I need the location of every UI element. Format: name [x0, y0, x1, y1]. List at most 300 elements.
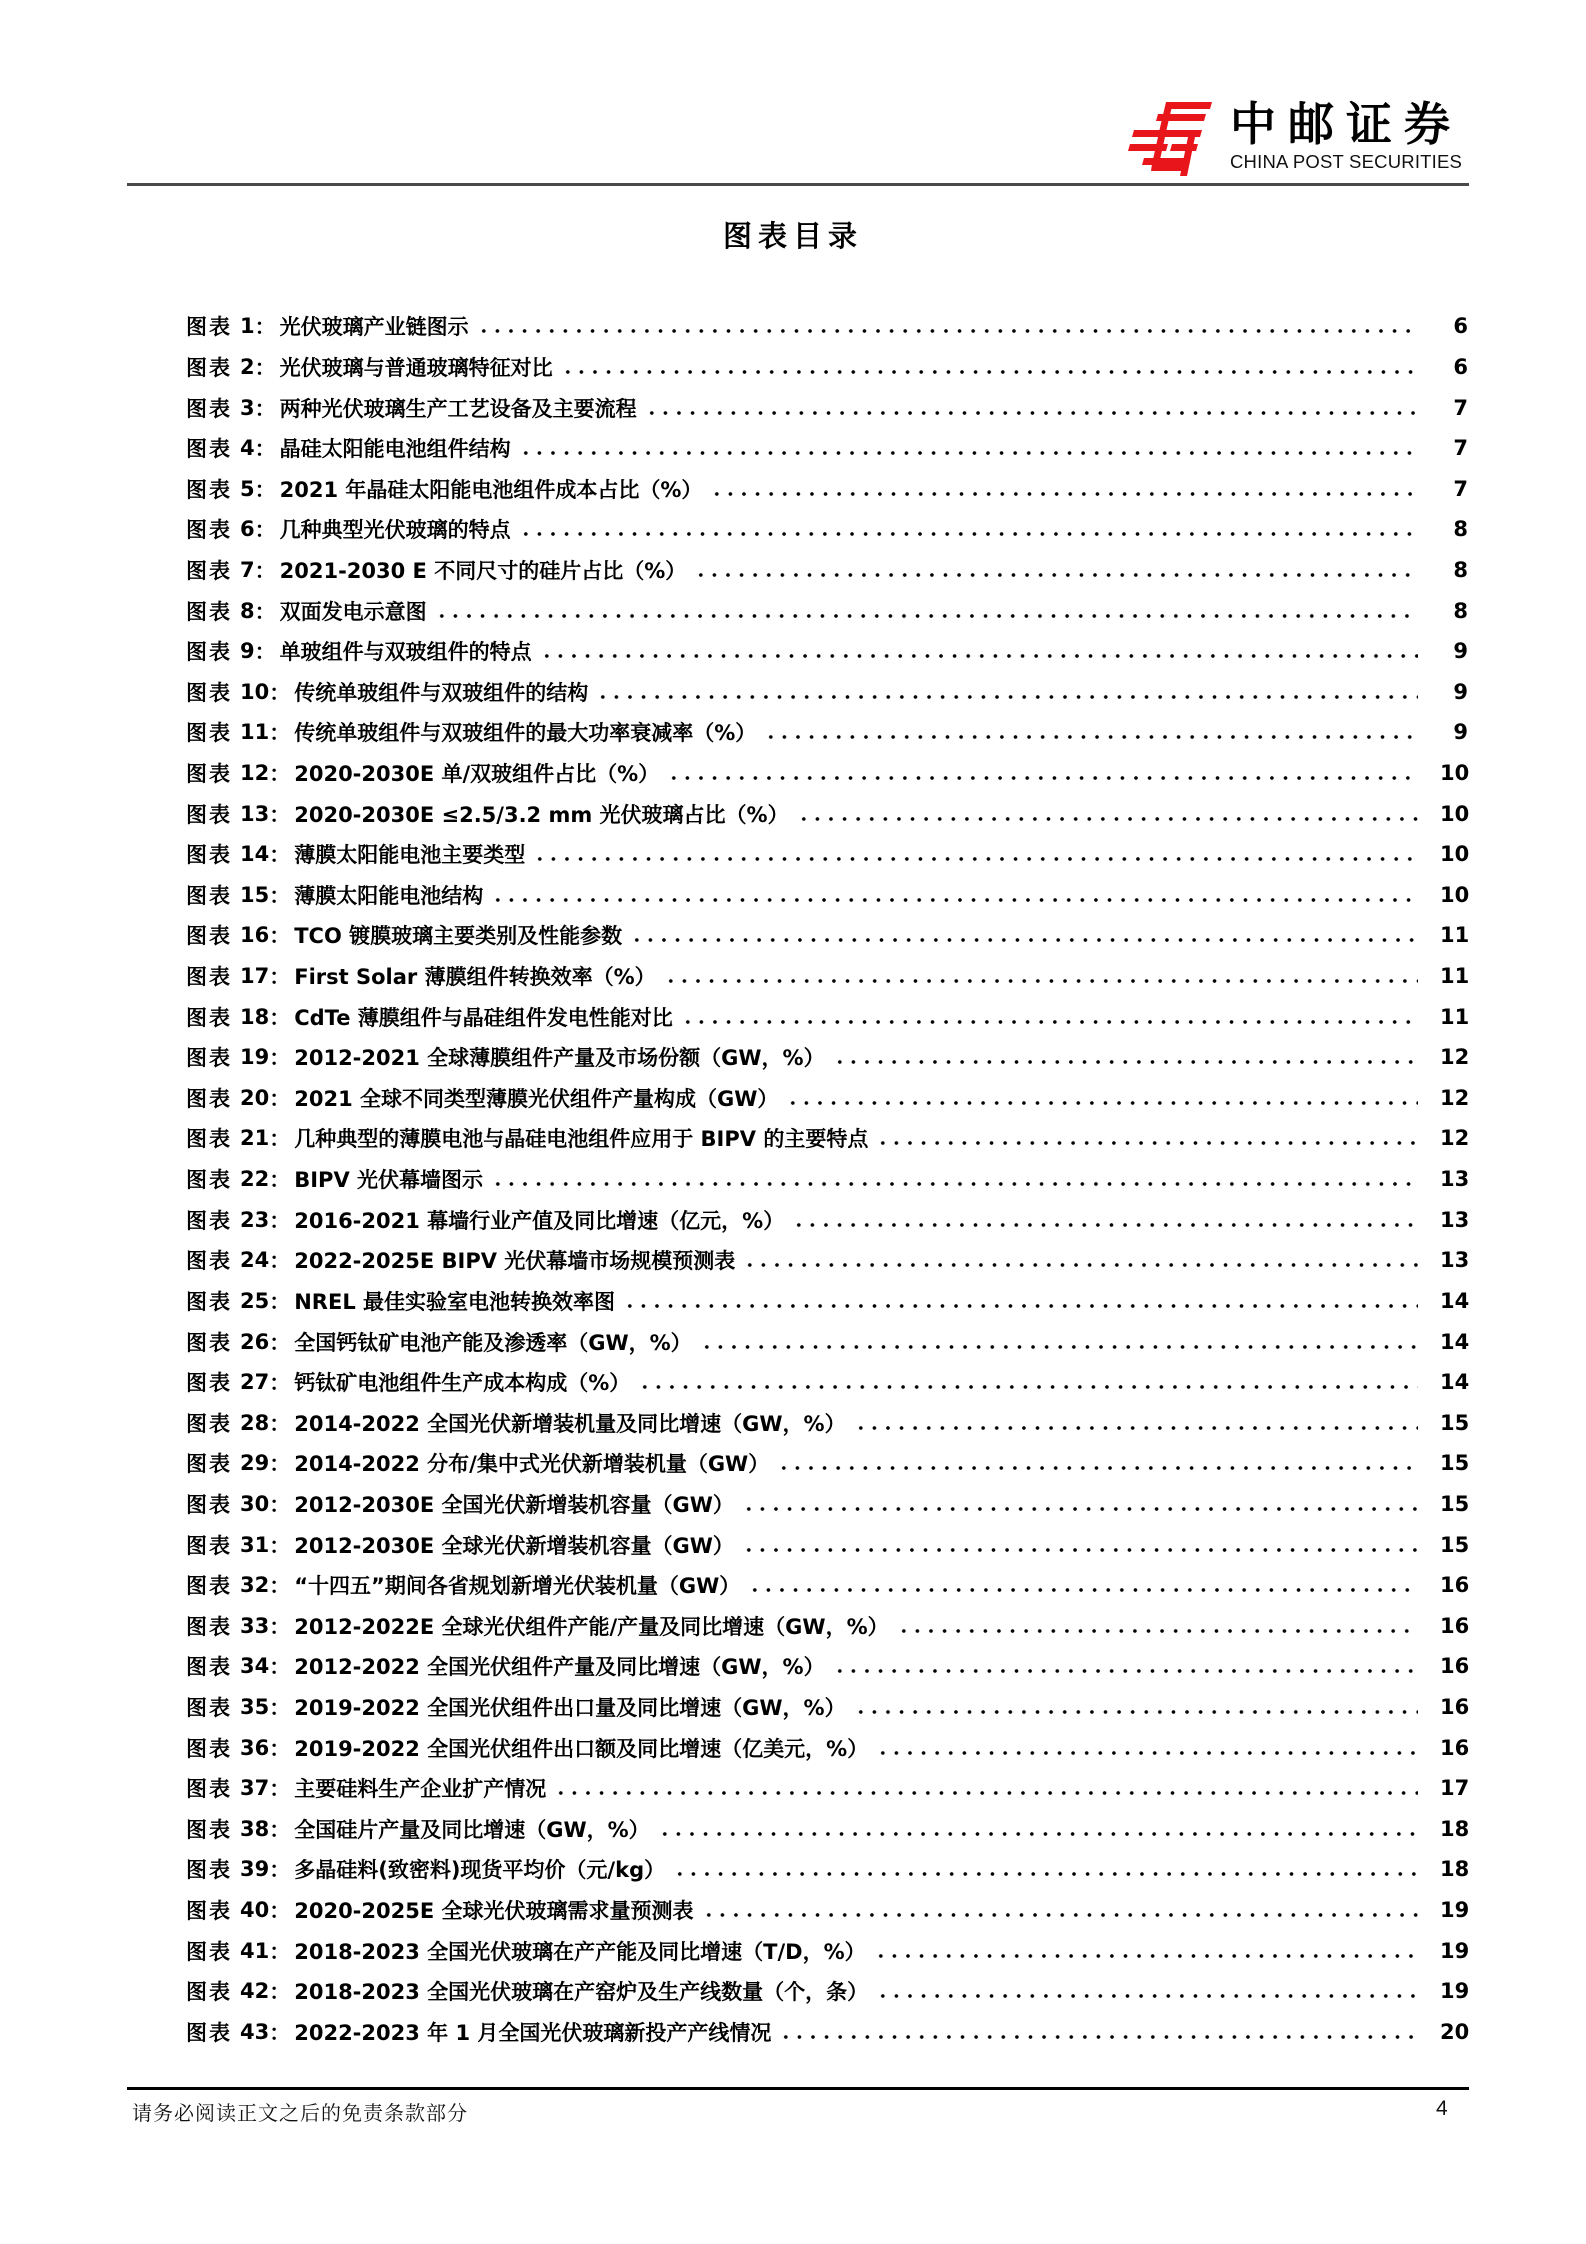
toc-entry-colon: ：	[254, 437, 276, 462]
toc-entry-colon: ：	[269, 1817, 291, 1842]
toc-entry-colon: ：	[269, 843, 291, 868]
toc-entry-title[interactable]	[186, 1936, 870, 1966]
toc-entry-page[interactable]: 18	[1440, 1857, 1470, 1882]
toc-entry[interactable]	[186, 753, 1468, 794]
toc-entry-title[interactable]	[186, 1814, 654, 1844]
toc-entry[interactable]	[186, 509, 1468, 550]
toc-entry-colon: ：	[269, 1696, 291, 1721]
toc-entry[interactable]	[186, 468, 1468, 509]
toc-entry-number: 25	[240, 1288, 270, 1313]
dot-leader	[700, 1345, 1418, 1349]
toc-entry-page[interactable]: 16	[1440, 1613, 1470, 1638]
toc-entry[interactable]	[186, 1118, 1468, 1159]
toc-entry-title[interactable]	[186, 961, 660, 991]
toc-entry-number: 18	[240, 1004, 270, 1029]
toc-entry-page[interactable]: 15	[1440, 1532, 1470, 1557]
dot-leader	[630, 938, 1418, 942]
toc-entry-colon: ：	[254, 355, 276, 380]
toc-entry-page[interactable]: 15	[1440, 1491, 1470, 1516]
toc-entry-label: 2012-2022 全国光伏组件产量及同比增速（GW，%）	[294, 1655, 825, 1680]
dot-leader	[876, 1141, 1418, 1145]
toc-entry-page[interactable]: 13	[1440, 1167, 1470, 1192]
toc-entry-number: 40	[240, 1898, 270, 1923]
toc-entry-label: CdTe 薄膜组件与晶硅组件发电性能对比	[294, 1005, 673, 1030]
toc-entry-prefix: 图表	[186, 1452, 232, 1477]
toc-entry[interactable]	[186, 306, 1468, 347]
toc-entry-page[interactable]: 15	[1440, 1410, 1470, 1435]
toc-entry-number: 3	[240, 395, 255, 420]
toc-entry[interactable]	[186, 1159, 1468, 1200]
toc-entry-number: 33	[240, 1613, 270, 1638]
toc-entry-page[interactable]: 10	[1440, 842, 1470, 867]
toc-entry[interactable]	[186, 1687, 1468, 1728]
toc-entry-title[interactable]	[186, 352, 557, 382]
toc-entry-label: 双面发电示意图	[279, 599, 427, 624]
dot-leader	[645, 411, 1418, 415]
dot-leader	[491, 898, 1418, 902]
toc-entry[interactable]	[186, 1037, 1468, 1078]
toc-entry-colon: ：	[269, 1168, 291, 1193]
toc-entry-title[interactable]	[186, 596, 431, 626]
toc-entry-page[interactable]: 13	[1440, 1248, 1470, 1273]
toc-entry-title[interactable]	[186, 1976, 872, 2006]
toc-entry-number: 43	[240, 2019, 270, 2044]
toc-entry-prefix: 图表	[186, 1371, 232, 1396]
toc-entry[interactable]	[186, 1971, 1468, 2012]
toc-entry-title[interactable]	[186, 758, 663, 788]
toc-entry-label: 2018-2023 全国光伏玻璃在产窑炉及生产线数量（个，条）	[294, 1980, 869, 2005]
toc-entry[interactable]	[186, 1727, 1468, 1768]
toc-entry-page[interactable]: 14	[1440, 1329, 1470, 1354]
toc-entry-number: 38	[240, 1816, 270, 1841]
toc-entry-prefix: 图表	[186, 1533, 232, 1558]
toc-entry-prefix: 图表	[186, 640, 232, 665]
dot-leader	[561, 370, 1418, 374]
toc-entry-title[interactable]	[186, 1245, 739, 1275]
toc-entry-label: 2012-2030E 全球光伏新增装机容量（GW）	[294, 1533, 734, 1558]
toc-entry-label: BIPV 光伏幕墙图示	[294, 1168, 484, 1193]
dot-leader	[702, 1913, 1419, 1917]
toc-entry-title[interactable]	[186, 880, 487, 910]
toc-entry-label: 2012-2030E 全国光伏新增装机容量（GW）	[294, 1492, 734, 1517]
toc-entry[interactable]	[186, 1565, 1468, 1606]
company-name-en: CHINA POST SECURITIES	[1230, 151, 1463, 172]
toc-entry-number: 32	[240, 1573, 270, 1598]
toc-entry-page[interactable]: 20	[1440, 2019, 1470, 2044]
toc-entry-page[interactable]: 8	[1453, 557, 1468, 582]
toc-entry[interactable]	[186, 1078, 1468, 1119]
toc-entry-title[interactable]	[186, 1448, 773, 1478]
toc-entry-label: 几种典型的薄膜电池与晶硅电池组件应用于 BIPV 的主要特点	[294, 1127, 869, 1152]
company-name-cn: 中邮证券	[1230, 97, 1462, 151]
toc-entry[interactable]	[186, 1281, 1468, 1322]
toc-entry-page[interactable]: 18	[1440, 1816, 1470, 1841]
toc-entry-number: 24	[240, 1248, 270, 1273]
dot-leader	[681, 1020, 1418, 1024]
toc-entry-colon: ：	[269, 924, 291, 949]
toc-entry-number: 31	[240, 1532, 270, 1557]
toc-entry-prefix: 图表	[186, 762, 232, 786]
dot-leader	[710, 492, 1418, 496]
toc-entry-number: 6	[240, 517, 255, 542]
toc-entry-title[interactable]	[186, 1083, 782, 1113]
toc-entry-number: 35	[240, 1695, 270, 1720]
toc-entry-page[interactable]: 11	[1440, 964, 1470, 989]
toc-entry-colon: ：	[269, 883, 291, 908]
toc-entry-colon: ：	[269, 1330, 291, 1355]
toc-entry-title[interactable]	[186, 717, 760, 747]
toc-entry[interactable]	[186, 834, 1468, 875]
toc-entry-number: 1	[240, 314, 255, 339]
toc-entry[interactable]	[186, 590, 1468, 631]
toc-entry[interactable]	[186, 1240, 1468, 1281]
toc-entry-colon: ：	[269, 1777, 291, 1802]
toc-entry-title[interactable]	[186, 2017, 775, 2047]
toc-entry-label: 两种光伏玻璃生产工艺设备及主要流程	[279, 396, 637, 421]
toc-entry-number: 15	[240, 882, 270, 907]
toc-entry-title[interactable]	[186, 1570, 744, 1600]
toc-entry-label: 薄膜太阳能电池主要类型	[294, 843, 526, 868]
toc-entry-page[interactable]: 8	[1453, 517, 1468, 542]
dot-leader	[874, 1954, 1418, 1958]
toc-entry-page[interactable]: 16	[1440, 1695, 1470, 1720]
toc-entry-title[interactable]	[186, 1367, 634, 1397]
dot-leader	[519, 532, 1418, 536]
toc-entry-number: 29	[240, 1451, 270, 1476]
toc-entry-title[interactable]	[186, 1042, 829, 1072]
toc-entry-prefix: 图表	[186, 1168, 232, 1193]
toc-entry-title[interactable]	[186, 1164, 487, 1194]
toc-entry-colon: ：	[269, 680, 291, 705]
toc-entry-prefix: 图表	[186, 1574, 232, 1599]
toc-entry-colon: ：	[269, 1533, 291, 1558]
dot-leader	[533, 857, 1418, 861]
toc-entry[interactable]	[186, 1930, 1468, 1971]
toc-entry-label: 光伏玻璃产业链图示	[279, 315, 469, 340]
toc-entry-page[interactable]: 9	[1453, 679, 1468, 704]
toc-entry-colon: ：	[254, 315, 276, 340]
toc-entry-page[interactable]: 10	[1440, 882, 1470, 907]
toc-entry-label: 钙钛矿电池组件生产成本构成（%）	[294, 1371, 631, 1396]
toc-entry-prefix: 图表	[186, 396, 232, 421]
toc-entry-colon: ：	[269, 762, 291, 786]
dot-leader	[673, 1872, 1418, 1876]
dot-leader	[876, 1751, 1418, 1755]
toc-entry[interactable]	[186, 1199, 1468, 1240]
toc-entry-page[interactable]: 17	[1440, 1776, 1470, 1801]
toc-entry-title[interactable]	[186, 433, 515, 463]
toc-entry-number: 16	[240, 923, 270, 948]
toc-entry-label: 2020-2025E 全球光伏玻璃需求量预测表	[294, 1899, 694, 1924]
toc-entry-title[interactable]	[186, 1286, 619, 1316]
toc-entry-label: “十四五”期间各省规划新增光伏装机量（GW）	[294, 1574, 741, 1599]
toc-entry-colon: ：	[269, 1492, 291, 1517]
toc-entry-label: TCO 镀膜玻璃主要类别及性能参数	[294, 924, 623, 949]
dot-leader	[667, 776, 1418, 780]
footer-page-number: 4	[1436, 2097, 1448, 2120]
dot-leader	[742, 1507, 1418, 1511]
toc-entry-page[interactable]: 16	[1440, 1654, 1470, 1679]
toc-entry[interactable]	[186, 428, 1468, 469]
toc-entry-colon: ：	[269, 1980, 291, 2005]
toc-entry-label: 光伏玻璃与普通玻璃特征对比	[279, 355, 553, 380]
dot-leader	[833, 1060, 1418, 1064]
toc-entry[interactable]	[186, 1646, 1468, 1687]
toc-entry-number: 28	[240, 1410, 270, 1435]
dot-leader	[623, 1304, 1418, 1308]
toc-entry[interactable]	[186, 1362, 1468, 1403]
toc-entry-label: 2012-2021 全球薄膜组件产量及市场份额（GW，%）	[294, 1046, 825, 1071]
dot-leader	[854, 1426, 1418, 1430]
toc-entry-label: 2021-2030 E 不同尺寸的硅片占比（%）	[279, 558, 687, 583]
dot-leader	[596, 695, 1418, 699]
toc-entry-prefix: 图表	[186, 1899, 232, 1924]
toc-entry-colon: ：	[269, 1736, 291, 1761]
toc-entry-number: 23	[240, 1207, 270, 1232]
toc-entry-prefix: 图表	[186, 558, 232, 583]
toc-entry-page[interactable]: 19	[1440, 1979, 1470, 2004]
toc-entry-title[interactable]	[186, 311, 473, 341]
toc-entry-number: 11	[240, 720, 270, 745]
dot-leader	[491, 1182, 1418, 1186]
toc-entry-title[interactable]	[186, 1651, 829, 1681]
toc-entry[interactable]	[186, 1321, 1468, 1362]
toc-entry-colon: ：	[269, 1574, 291, 1599]
toc-entry-colon: ：	[269, 1899, 291, 1924]
toc-entry[interactable]	[186, 1484, 1468, 1525]
toc-entry-prefix: 图表	[186, 843, 232, 868]
toc-entry-title[interactable]	[186, 1773, 550, 1803]
toc-entry-title[interactable]	[186, 514, 515, 544]
toc-entry-page[interactable]: 14	[1440, 1288, 1470, 1313]
toc-entry-colon: ：	[269, 965, 291, 990]
toc-entry-label: 2014-2022 全国光伏新增装机量及同比增速（GW，%）	[294, 1411, 846, 1436]
toc-entry-colon: ：	[269, 1655, 291, 1680]
toc-entry-prefix: 图表	[186, 2020, 232, 2045]
toc-entry-label: 晶硅太阳能电池组件结构	[279, 437, 511, 462]
toc-entry-number: 10	[240, 679, 270, 704]
dot-leader	[694, 573, 1418, 577]
toc-entry-title[interactable]	[186, 555, 690, 585]
toc-entry-page[interactable]: 6	[1453, 354, 1468, 379]
toc-entry-prefix: 图表	[186, 1858, 232, 1883]
toc-entry-colon: ：	[254, 396, 276, 421]
toc-entry[interactable]	[186, 631, 1468, 672]
toc-entry[interactable]	[186, 712, 1468, 753]
toc-entry-label: 2022-2025E BIPV 光伏幕墙市场规模预测表	[294, 1249, 736, 1274]
toc-entry-page[interactable]: 9	[1453, 720, 1468, 745]
toc-entry-title[interactable]	[186, 1530, 738, 1560]
toc-entry-colon: ：	[269, 1614, 291, 1639]
toc-entry-page[interactable]: 15	[1440, 1451, 1470, 1476]
dot-leader	[554, 1791, 1418, 1795]
toc-entry-colon: ：	[269, 2020, 291, 2045]
toc-entry-prefix: 图表	[186, 1614, 232, 1639]
toc-entry-colon: ：	[254, 518, 276, 543]
toc-entry-number: 19	[240, 1045, 270, 1070]
toc-entry-page[interactable]: 16	[1440, 1573, 1470, 1598]
toc-entry-label: 传统单玻组件与双玻组件的结构	[294, 680, 589, 705]
dot-leader	[742, 1548, 1418, 1552]
dot-leader	[638, 1385, 1418, 1389]
toc-entry-prefix: 图表	[186, 355, 232, 380]
toc-entry-page[interactable]: 19	[1440, 1938, 1470, 1963]
toc-entry-page[interactable]: 8	[1453, 598, 1468, 623]
toc-entry-page[interactable]: 7	[1453, 436, 1468, 461]
toc-entry[interactable]	[186, 347, 1468, 388]
toc-entry-number: 2	[240, 354, 255, 379]
toc-entry-colon: ：	[269, 1249, 291, 1274]
toc-entry-prefix: 图表	[186, 1330, 232, 1355]
toc-entry-title[interactable]	[186, 474, 706, 504]
company-logo	[1128, 96, 1478, 176]
toc-entry[interactable]	[186, 1890, 1468, 1931]
toc-entry-number: 26	[240, 1329, 270, 1354]
toc-entry-label: 全国硅片产量及同比增速（GW，%）	[294, 1817, 650, 1842]
toc-entry-prefix: 图表	[186, 1411, 232, 1436]
toc-entry-label: 全国钙钛矿电池产能及渗透率（GW，%）	[294, 1330, 692, 1355]
dot-leader	[658, 1832, 1418, 1836]
toc-entry-title[interactable]	[186, 1123, 872, 1153]
toc-entry[interactable]	[186, 956, 1468, 997]
toc-entry-prefix: 图表	[186, 1086, 232, 1111]
toc-entry-number: 8	[240, 598, 255, 623]
toc-entry-colon: ：	[269, 1289, 291, 1314]
toc-entry[interactable]	[186, 793, 1468, 834]
toc-entry[interactable]	[186, 1402, 1468, 1443]
dot-leader	[833, 1669, 1418, 1673]
toc-entry-label: 2014-2022 分布/集中式光伏新增装机量（GW）	[294, 1452, 770, 1477]
toc-entry-prefix: 图表	[186, 802, 232, 827]
toc-entry-title[interactable]	[186, 1002, 677, 1032]
toc-entry[interactable]	[186, 1443, 1468, 1484]
page-title: 图表目录	[722, 219, 863, 253]
toc-entry[interactable]	[186, 550, 1468, 591]
toc-entry[interactable]	[186, 875, 1468, 916]
toc-entry-title[interactable]	[186, 1692, 850, 1722]
toc-entry-label: NREL 最佳实验室电池转换效率图	[294, 1289, 616, 1314]
toc-entry-page[interactable]: 11	[1440, 923, 1470, 948]
toc-entry-title[interactable]	[186, 1489, 738, 1519]
toc-entry-label: 主要硅料生产企业扩产情况	[294, 1777, 547, 1802]
toc-entry-colon: ：	[254, 599, 276, 624]
footer-disclaimer: 请务必阅读正文之后的免责条款部分	[132, 2101, 468, 2125]
toc-entry-label: 几种典型光伏玻璃的特点	[279, 518, 511, 543]
dot-leader	[854, 1710, 1418, 1714]
toc-entry-page[interactable]: 12	[1440, 1045, 1470, 1070]
toc-entry-title[interactable]	[186, 1854, 669, 1884]
toc-entry-label: 2018-2023 全国光伏玻璃在产产能及同比增速（T/D，%）	[294, 1939, 866, 1964]
toc-entry-label: 2019-2022 全国光伏组件出口额及同比增速（亿美元，%）	[294, 1736, 869, 1761]
toc-entry-page[interactable]: 16	[1440, 1735, 1470, 1760]
toc-entry-page[interactable]: 13	[1440, 1207, 1470, 1232]
dot-leader	[435, 614, 1418, 618]
toc-entry-title[interactable]	[186, 1895, 698, 1925]
toc-entry-page[interactable]: 6	[1453, 314, 1468, 339]
toc-entry-prefix: 图表	[186, 1005, 232, 1030]
toc-entry-label: 2020-2030E 单/双玻组件占比（%）	[294, 762, 660, 786]
toc-entry-prefix: 图表	[186, 1736, 232, 1761]
toc-entry-title[interactable]	[186, 1408, 850, 1438]
toc-entry[interactable]	[186, 2012, 1468, 2053]
toc-entry-prefix: 图表	[186, 518, 232, 543]
toc-entry[interactable]	[186, 915, 1468, 956]
toc-entry-colon: ：	[269, 1208, 291, 1233]
header-divider	[127, 183, 1469, 186]
toc-entry-page[interactable]: 10	[1440, 761, 1470, 785]
toc-entry-title[interactable]	[186, 839, 529, 869]
toc-entry-page[interactable]: 10	[1440, 801, 1470, 826]
toc-entry[interactable]	[186, 996, 1468, 1037]
toc-entry-title[interactable]	[186, 677, 592, 707]
toc-entry-page[interactable]: 19	[1440, 1898, 1470, 1923]
toc-entry[interactable]	[186, 1768, 1468, 1809]
toc-entry-number: 36	[240, 1735, 270, 1760]
toc-entry-page[interactable]: 9	[1453, 639, 1468, 664]
toc-entry-colon: ：	[254, 640, 276, 665]
toc-entry-number: 37	[240, 1776, 270, 1801]
dot-leader	[748, 1588, 1418, 1592]
toc-entry-title[interactable]	[186, 1327, 696, 1357]
toc-entry-page[interactable]: 7	[1453, 476, 1468, 501]
toc-entry-prefix: 图表	[186, 437, 232, 462]
toc-entry[interactable]	[186, 1849, 1468, 1890]
dot-leader	[764, 735, 1418, 739]
toc-entry-colon: ：	[254, 558, 276, 583]
toc-entry-label: First Solar 薄膜组件转换效率（%）	[294, 965, 656, 990]
toc-entry-title[interactable]	[186, 1733, 872, 1763]
toc-entry-page[interactable]: 7	[1453, 395, 1468, 420]
toc-entry[interactable]	[186, 671, 1468, 712]
toc-entry-label: 2012-2022E 全球光伏组件产能/产量及同比增速（GW，%）	[294, 1614, 889, 1639]
toc-entry-prefix: 图表	[186, 680, 232, 705]
toc-entry-title[interactable]	[186, 799, 793, 829]
dot-leader	[897, 1629, 1418, 1633]
toc-entry-label: 2021 全球不同类型薄膜光伏组件产量构成（GW）	[294, 1086, 779, 1111]
toc-entry-colon: ：	[269, 1005, 291, 1030]
toc-entry[interactable]	[186, 387, 1468, 428]
toc-entry-page[interactable]: 14	[1440, 1370, 1470, 1395]
toc-entry-title[interactable]	[186, 393, 641, 423]
toc-entry-title[interactable]	[186, 636, 536, 666]
toc-entry-prefix: 图表	[186, 1127, 232, 1152]
toc-entry[interactable]	[186, 1809, 1468, 1850]
toc-entry-page[interactable]: 12	[1440, 1126, 1470, 1151]
toc-entry[interactable]	[186, 1524, 1468, 1565]
toc-entry-number: 39	[240, 1857, 270, 1882]
toc-entry-prefix: 图表	[186, 1046, 232, 1071]
toc-entry-title[interactable]	[186, 1611, 893, 1641]
toc-entry[interactable]	[186, 1606, 1468, 1647]
dot-leader	[540, 654, 1418, 658]
dot-leader	[786, 1101, 1418, 1105]
toc-entry-number: 21	[240, 1126, 270, 1151]
toc-entry-label: 2016-2021 幕墙行业产值及同比增速（亿元，%）	[294, 1208, 785, 1233]
toc-entry-label: 2019-2022 全国光伏组件出口量及同比增速（GW，%）	[294, 1696, 846, 1721]
toc-entry-page[interactable]: 11	[1440, 1004, 1470, 1029]
toc-entry-prefix: 图表	[186, 1980, 232, 2005]
dot-leader	[664, 979, 1418, 983]
toc-entry-number: 5	[240, 476, 255, 501]
toc-entry-prefix: 图表	[186, 883, 232, 908]
toc-entry-colon: ：	[269, 1371, 291, 1396]
dot-leader	[477, 329, 1418, 333]
toc-entry-number: 27	[240, 1370, 270, 1395]
toc-entry-title[interactable]	[186, 920, 626, 950]
toc-entry-prefix: 图表	[186, 1208, 232, 1233]
toc-entry-page[interactable]: 12	[1440, 1085, 1470, 1110]
toc-entry-title[interactable]	[186, 1205, 788, 1235]
